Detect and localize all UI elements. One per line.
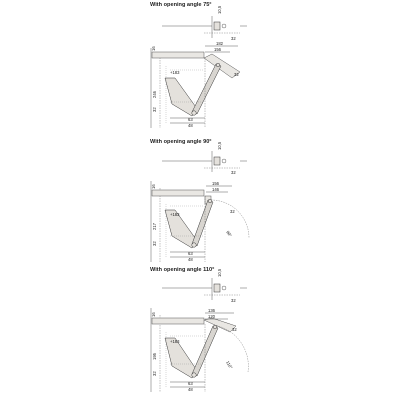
screw-icon <box>222 286 226 290</box>
elevation-90 <box>151 181 249 262</box>
dim-bottom-a: 63 <box>188 381 193 386</box>
dim-arm-a: 136 <box>208 308 215 313</box>
hinge-cap-icon <box>214 284 220 292</box>
dim-arm-a: 156 <box>212 181 219 186</box>
dim-bottom-b: 48 <box>188 387 193 392</box>
dim-bottom-a: 63 <box>188 251 193 256</box>
lift-arm <box>192 200 213 246</box>
top-panel <box>152 52 204 58</box>
dim-left-h: 195 <box>152 353 157 360</box>
dim-side-r: 32 <box>234 72 239 77</box>
dim-side-r: 32 <box>230 209 235 214</box>
elevation-110 <box>151 308 248 392</box>
diagram-90 <box>151 141 249 262</box>
lift-arm <box>192 326 218 376</box>
dim-top-panel: 16 <box>151 184 156 189</box>
dim-low-h: 32 <box>152 107 157 112</box>
dim-arm-b: 146 <box>212 187 219 192</box>
section-title-90: With opening angle 90° <box>150 139 212 145</box>
lift-arm <box>192 64 221 114</box>
dim-arm-b: 156 <box>214 47 221 52</box>
dim-top-panel: 16 <box>151 312 156 317</box>
top-panel <box>152 190 204 196</box>
dim-mid-h: +183 <box>170 70 180 75</box>
dim-top-panel: 16 <box>151 46 156 51</box>
elevation-75 <box>151 41 240 128</box>
dim-arm-b: 120 <box>208 314 215 319</box>
dim-low-h: 32 <box>152 241 157 246</box>
dim-side-w: 32 <box>231 298 236 303</box>
diagram-75 <box>151 5 247 128</box>
dim-mid-h: +183 <box>170 339 180 344</box>
dim-bottom-a: 63 <box>188 117 193 122</box>
dim-angle: 110° <box>225 360 234 370</box>
dim-side-r: 32 <box>232 327 237 332</box>
section-title-110: With opening angle 110° <box>150 267 215 273</box>
pivot-icon <box>192 111 196 115</box>
dim-left-h: 217 <box>152 223 157 230</box>
pivot-icon <box>192 373 196 377</box>
diagram-110 <box>151 268 248 392</box>
dim-low-h: 32 <box>152 371 157 376</box>
dim-side-w: 32 <box>231 36 236 41</box>
dim-side-w: 32 <box>231 170 236 175</box>
top-panel <box>152 318 204 324</box>
dim-angle: 90° <box>225 229 233 238</box>
dim-top-v: 10,5 <box>217 141 222 150</box>
hinge-cap-icon <box>214 157 220 165</box>
dim-left-h: 246 <box>152 91 157 98</box>
pivot-icon <box>216 63 220 67</box>
section-title-75: With opening angle 75° <box>150 2 212 8</box>
pivot-icon <box>208 199 212 203</box>
screw-icon <box>222 24 226 28</box>
dim-mid-h: +183 <box>170 212 180 217</box>
dim-arm-a: 182 <box>216 41 223 46</box>
dim-bottom-b: 48 <box>188 257 193 262</box>
dim-top-v: 10,5 <box>217 5 222 14</box>
screw-icon <box>222 159 226 163</box>
top-view-detail <box>162 268 247 303</box>
dim-bottom-b: 48 <box>188 123 193 128</box>
top-view-detail <box>162 141 247 175</box>
hinge-cap-icon <box>214 22 220 30</box>
pivot-icon <box>213 325 217 329</box>
top-view-detail <box>162 5 247 41</box>
dim-top-v: 10,5 <box>217 268 222 277</box>
pivot-icon <box>192 243 196 247</box>
